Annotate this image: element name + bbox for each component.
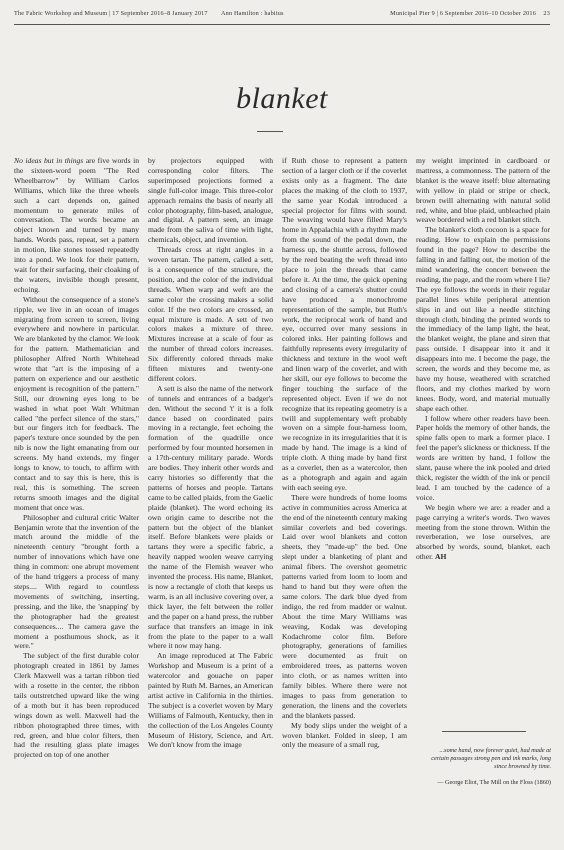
title-rule: [257, 131, 283, 132]
paragraph: if Ruth chose to represent a pattern section of a larger cloth or if the coverlet exists only as a fragment. The date places the making of the cloth to 1937, the same year Kodak introduced a special projector for films with sound. The weaving would have filled Mary's home in Appalachia with a rhythm made from the sound of the pedal down, the harness up, the shuttle across, followed by the reed beating the weft thread into place to join the threads that came before it. At the time, the quick opening and closing of a camera's shutter could have produced a monochrome representation of the sample, but Ruth's work, the reciprocal work of hand and eye, occurred over many sessions in colored inks. Her painting follows and faithfully represents every irregularity of thickness and texture in the wool weft and linen warp of the coverlet, and with her skill, our eye follows to become the finger touching the surface of the represented object. Even if we do not recognize that its repeating geometry is a twill and supplementary weft probably woven on a simple four-harness loom, we recognize in its irregularities that it is made by hand. The image is a kind of triple cloth. A thing made by hand first as a coverlet, then as a watercolor, then as a photograph and again and again with each seeing eye.: [282, 156, 407, 492]
column-3: [282, 156, 407, 750]
paragraph: Philosopher and cultural critic Walter Benjamin wrote that the invention of the match around the middle of the nineteenth century "brought forth a number of innovations which have one thing in common: one abrupt movement of the hand triggers a process of many steps.... With regard to countless movements of switching, inserting, pressing, and the like, the 'snapping' by the photographer had the greatest consequences.... The camera gave the moment a posthumous shock, as it were.": [14, 512, 139, 651]
paragraph: The blanket's cloth cocoon is a space for reading. How to explain the permissions found in the page? How to describe the falling in and falling out, the motion of the mind wandering, the concert between the reading, the page, and the room where I lie? The eye follows the words in their regular parallel lines while peripheral attention slips in and out like a needle stitching through cloth, binding the printed words to the immediacy of the lamp light, the heat, the blanket weight, the plane and siren that pass outside. I disappear into it and it disappears into me. I become the page, the screen, the words and they become me, as have my house, weathered with scratched floors, and my clothes marked by worn knees. Body, word, and material mutually shape each other.: [416, 225, 550, 413]
paragraph: Threads cross at right angles in a woven tartan. The pattern, called a sett, is a consequence of the structure, the position, and the color of the individual threads. When warp and weft are the same color the crossing makes a solid color. If the two colors are crossed, an equal mixture is made. A sett of two colors makes a mixture of three. Mixtures increase at a scale of four as the number of thread colors increases. Six differently colored threads make fifteen mixtures and twenty-one different colors.: [148, 245, 273, 383]
paragraph: My body slips under the weight of a woven blanket. Folded in sleep, I am only the measure of a small rug,: [282, 720, 407, 750]
column-1: [14, 156, 139, 760]
paragraph: There were hundreds of home looms active in communities across America at the end of the nineteenth century making similar coverlets and bed coverings. Laid over wool blankets and cotton sheets, they "made-up" the bed. One slept under a blanketing of plant and animal fibers. The overshot geometric patterns varied from loom to loom and hand to hand but they were often the same colors. The dark blue dyed from indigo, the red from madder or walnut. About the time Mary Williams was weaving, Kodak was developing Kodachrome color film. Before photography, generations of families were documented as fruit on embroidered trees, as patterns woven into cloth, or as names written into family bibles. Where there were not images to pass from generation to generation, the linens and the coverlets and the blankets passed.: [282, 492, 407, 720]
paragraph: We begin where we are: a reader and a page carrying a writer's words. Two waves meeting from the stone thrown. Within the reverberation, we lose ourselves, are absorbed by words, sound, blanket, each other. AH: [416, 502, 550, 562]
column-2: [148, 156, 273, 750]
epigraph-quote: ...some hand, now forever quiet, had made at certain passages strong pen and ink marks, long since browned by time.: [431, 747, 551, 770]
running-header: [14, 10, 550, 22]
paragraph: No ideas but in things are five words in the sixteen-word poem "The Red Wheelbarrow" by William Carlos Williams, which like the three wheels such a cart depends on, gained momentum to generate miles of conversation. The words became an object known and turned by many hands. Words pass, repeat, set a pattern in motion, like stones tossed repeatedly into a pond. We look for their pattern, wait for their surfacing, their cloaking of the waters, invisible though present, echoing.: [14, 156, 139, 294]
paragraph: by projectors equipped with corresponding color filters. The superimposed projections formed a single full-color image. This three-color approach remains the basis of nearly all color photography, film-based, analogue, and digital. A pattern seen, an image made from the saliva of time with light, chemicals, object, and invention.: [148, 156, 273, 245]
author-signature: AH: [435, 552, 447, 562]
article-title: blanket: [236, 82, 328, 115]
paragraph: my weight imprinted in cardboard or mattress, a commonness. The pattern of the blanket is the weave itself: blue alternating with yellow in plaid or stripe or check, brown twill alternating with natural solid red, white, and blue plaid, unbleached plain weave bordered with a red blanket stitch.: [416, 156, 550, 225]
epigraph-attribution: — George Eliot, The Mill on the Floss (1860): [437, 779, 551, 786]
header-rule: [14, 24, 550, 25]
header-left: The Fabric Workshop and Museum | 17 September 2016–8 January 2017: [14, 10, 208, 17]
lead-phrase: No ideas but in things: [14, 156, 84, 165]
header-middle: Ann Hamilton : habitus: [221, 10, 284, 17]
paragraph: A sett is also the name of the network of tunnels and entrances of a badger's den. Without the second 't' it is a folk dance based on coordinated pairs moving in a rectangle, feet echoing the formation of the quadrille once performed by four mounted horsemen in a 17th-century military parade. Words are bodies. They inherit other words and carry histories so differently that the patterns of horses and people. Tartans came to be called plaids, from the Gaelic plaide (blanket). The word echoing its own origin came to describe not the pattern but the object of the blanket itself. Before blankets were plaids or tartans they were a specific fabric, a heavily napped woolen weave carrying the name of the Flemish weaver who invented the process. His name, Blanket, is now a rectangle of cloth that keeps us warm, is an all inclusive covering over, a thick layer, the felt between the roller and the paper on a hand press, the rubber surface that transfers an image in ink from the plate to the paper to a wall where it now may hang.: [148, 383, 273, 651]
column-4: [416, 156, 550, 562]
paragraph: An image reproduced at The Fabric Workshop and Museum is a print of a watercolor and gouache on paper painted by Ruth M. Barnes, an American artist active in California in the thirties. The subject is a coverlet woven by Mary Williams of Falmouth, Kentucky, then in the collection of the Los Angeles County Museum of History, Science, and Art. We don't know from the image: [148, 651, 273, 750]
header-right: Municipal Pier 9 | 6 September 2016–10 October 2016: [390, 10, 536, 17]
paragraph: I follow where other readers have been. Paper holds the memory of other hands, the spine falls open to mark a former place. I feel the paper's slickness or thickness. If the words are written by hand, I follow the slant, pause where the ink pooled and dried thick, register the width of the ink or pencil lead. I am touched by the cadence of a voice.: [416, 413, 550, 502]
epigraph-rule: [442, 731, 526, 732]
paragraph: Without the consequence of a stone's ripple, we live in an ocean of images migrating from screen to screen, living everywhere and nowhere in particular. We are blanketed by the clamor. We look for the pattern. Mathematician and philosopher Alfred North Whitehead wrote that "art is the imposing of a pattern on experience and our aesthetic enjoyment is recognition of the pattern." Still, our drowning eyes long to be washed in what poet Walt Whitman called "the perfect silence of the stars," but our fingers itch for feedback. The paper's texture once sounded by the pen nib is now the light emanating from our screens. My hand extends, my finger longs to know, to touch, to affirm with contact and to say this is here, this is real, this is something. The screen returns smooth images and the digital moment that once was.: [14, 294, 139, 512]
page-number: 23: [543, 10, 550, 17]
paragraph: The subject of the first durable color photograph created in 1861 by James Clerk Maxwell was a tartan ribbon tied with a rosette in the center, the ribbon tails outstretched upward like the wing of a moth but it has been reproduced wings down as well. Maxwell had the ribbon photographed three times, with red, green, and blue color filters, then had the resulting glass plate images projected on top of one another: [14, 651, 139, 760]
